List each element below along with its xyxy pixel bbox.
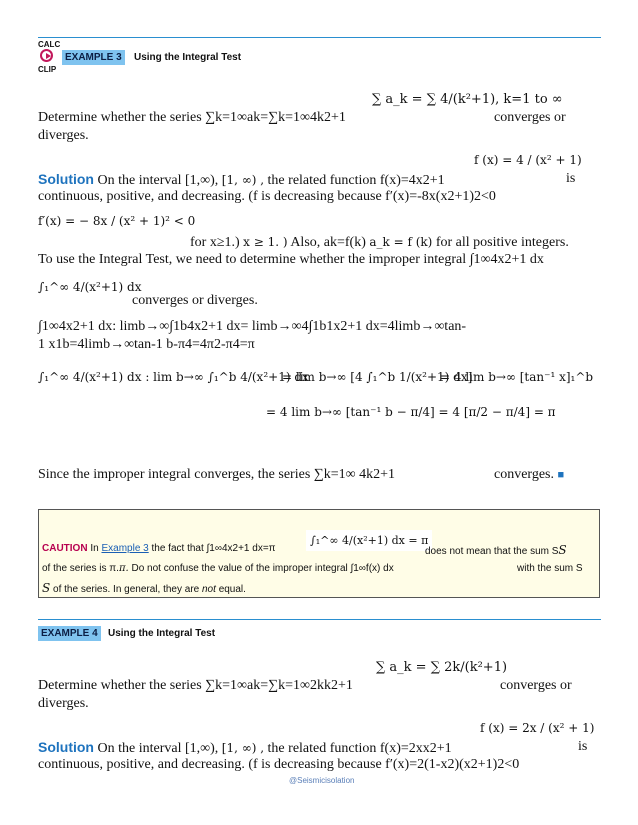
watermark: @Seismicisolation [289,776,355,785]
example4-badge: EXAMPLE 4 [38,626,101,641]
fprime-display: f′(x) = − 8x / (x² + 1)² < 0 [38,214,196,228]
calc-line2: 1 x1b=4limb→∞tan-1 b-π4=4π2-π4=π [38,337,255,352]
ak-display: a_k = f (k) [369,235,433,249]
ex4-solution-line1 [38,738,452,758]
interval-display: [1, ∞) , [221,173,265,187]
clip-label: CLIP [38,65,57,74]
sol-line3d: for all positive integers. [435,235,569,250]
ex4-interval-display: [1, ∞) , [221,741,265,755]
caution-text2c: with the sum S [517,563,583,574]
ex3-solution-line2 [38,188,496,206]
ex3-solution-line4: To use the Integral Test, we need to determine whether the improper integral ∫1∞4x2+1 dx [38,252,544,267]
caution-text1a: In [90,543,99,554]
caution-line1 [42,543,276,554]
eq-row2: = 4 lim b→∞ [tan⁻¹ b − π/4] = 4 [π/2 − π/4] = π [266,405,556,419]
sol-line3a: for x≥1.) [190,235,240,250]
ex4-solution-label: Solution [38,739,94,755]
eq-row1-left: ∫₁^∞ 4/(x²+1) dx : lim b→∞ ∫₁^b 4/(x²+1) dx [38,370,309,384]
ex4-line1-end: converges or [500,678,572,693]
ex3-line1: Determine whether the series ∑k=1∞ak=∑k=1∞4k2+1 [38,110,346,125]
caution-text3a: of the series. In general, they are [53,584,200,595]
caution-line1-end [425,543,567,557]
ex4-line1: Determine whether the series ∑k=1∞ak=∑k=1∞2kk2+1 [38,678,353,693]
caution-text3b: equal. [218,584,246,595]
caution-text1b: the fact that ∫1∞4x2+1 dx=π [151,543,276,554]
sol-line2: continuous, positive, and decreasing. (f [38,189,258,204]
caution-text1c: does not mean that the sum S [425,546,559,557]
ex3-solution-line3 [190,233,569,252]
sol-text-b: the related function f(x)=4x2+1 [267,173,445,188]
example3-link[interactable]: Example 3 [101,543,149,554]
ex4-sol-line2b: is decreasing because f′(x)=2(1-x2)(x2+1)2<0 [261,757,520,772]
ex4-series-display: ∑ a_k = ∑ 2k/(k²+1) [376,660,508,675]
conclusion-end-text: converges. [494,467,554,482]
ex3-line2: diverges. [38,128,89,143]
ex4-sol-text: On the interval [1,∞), [97,741,219,756]
caution-not: not [202,584,216,595]
ex4-f-display: f (x) = 2x / (x² + 1) [480,721,595,735]
example3-title: Using the Integral Test [134,52,242,63]
calc-line1: ∫1∞4x2+1 dx: limb→∞∫1b4x2+1 dx= limb→∞4∫1b1x2+1 dx=4limb→∞tan- [38,319,467,334]
sol-line2b: is decreasing because f′(x)=-8x(x2+1)2<0 [261,189,496,204]
top-rule [38,37,601,38]
s-symbol: S [558,543,567,557]
f-display: f (x) = 4 / (x² + 1) [474,153,582,167]
caution-line3 [42,581,246,595]
caution-line2-end [517,563,583,574]
solution-label: Solution [38,171,94,187]
int-display: ∫₁^∞ 4/(x²+1) dx [38,280,142,294]
qed-square-icon: ■ [557,469,565,481]
ex4-sol-is: is [578,739,588,754]
eq-row1-right: = 4 lim b→∞ [tan⁻¹ x]₁^b [440,370,594,384]
play-icon[interactable] [40,49,53,62]
pi-symbol: π. [118,563,129,574]
ex4-solution-line2 [38,756,519,774]
caution-text2b: Do not confuse the value of the improper integral ∫1∞f(x) dx [131,563,394,574]
s-symbol-2: S [42,581,51,595]
ex4-sol-text-b: the related function f(x)=2xx2+1 [267,741,452,756]
sol-text: On the interval [1,∞), [97,173,219,188]
series-display: ∑ a_k = ∑ 4/(k²+1), k=1 to ∞ [372,92,563,107]
caution-label: CAUTION [42,543,88,554]
sol-line3b: x ≥ 1. ) [243,235,288,249]
caution-line2 [42,563,394,574]
ex3-solution-line5: converges or diverges. [132,293,258,308]
eq-row1-mid: = lim b→∞ [4 ∫₁^b 1/(x²+1) dx] [282,370,473,384]
example4-title: Using the Integral Test [108,628,216,639]
sol-is: is [566,171,576,186]
conclusion-end [494,466,564,484]
conclusion: Since the improper integral converges, the series ∑k=1∞ 4k2+1 [38,467,396,482]
caution-eq-display: ∫₁^∞ 4/(x²+1) dx = π [306,530,432,551]
ex4-sol-line2: continuous, positive, and decreasing. (f [38,757,258,772]
example3-badge: EXAMPLE 3 [62,50,125,65]
ex3-line1-end: converges or [494,110,566,125]
ex3-solution-line1 [38,170,445,190]
ex4-line2: diverges. [38,696,89,711]
caution-text2a: of the series is π. [42,563,119,574]
sol-line3c: Also, ak=f(k) [290,235,366,250]
mid-rule [38,619,601,620]
calc-label: CALC [38,40,61,49]
